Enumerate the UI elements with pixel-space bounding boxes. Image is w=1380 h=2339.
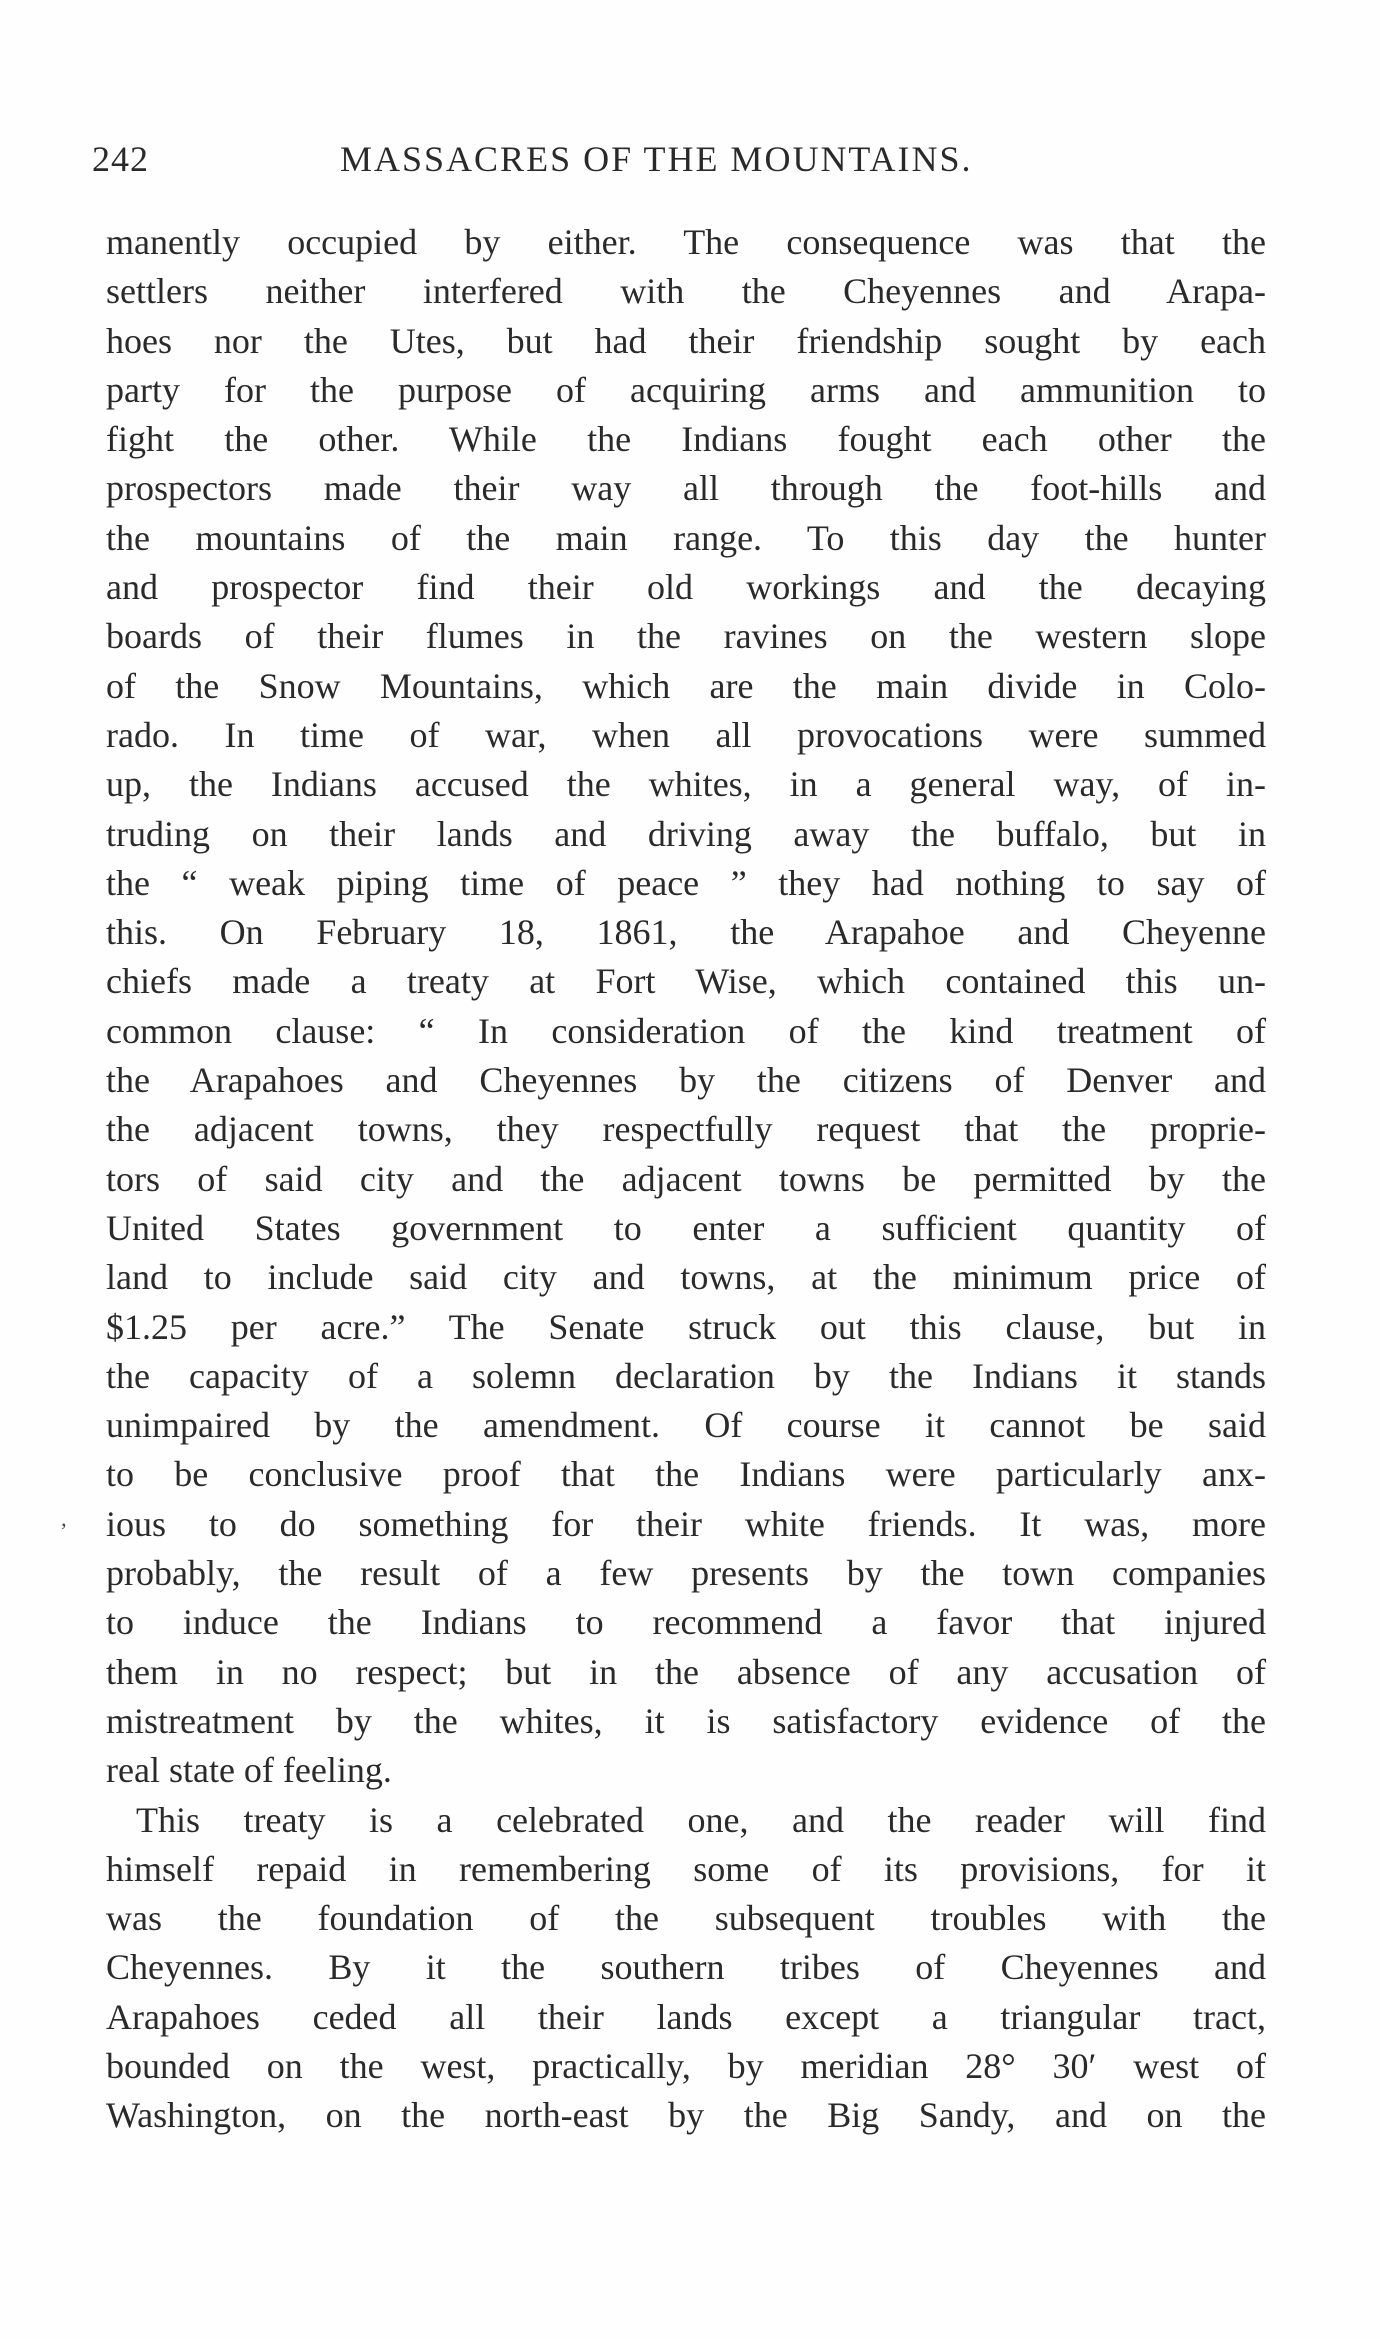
- text-line: Cheyennes. By it the southern tribes of Cheyennes and: [106, 1947, 1266, 1988]
- text-line: the mountains of the main range. To this day the hunter: [106, 517, 1266, 558]
- text-line: to be conclusive proof that the Indians were particularly anx-: [106, 1454, 1266, 1495]
- text-line: truding on their lands and driving away the buffalo, but in: [106, 813, 1266, 854]
- paragraph-start-line: This treaty is a celebrated one, and the reader will find: [136, 1799, 1266, 1840]
- text-line: the “ weak piping time of peace ” they had nothing to say of: [106, 862, 1266, 903]
- stray-ink-mark: ’: [60, 1518, 68, 1543]
- text-line: mistreatment by the whites, it is satisfactory evidence of the: [106, 1700, 1266, 1741]
- text-line: bounded on the west, practically, by meridian 28° 30′ west of: [106, 2045, 1266, 2086]
- text-line: prospectors made their way all through the foot-hills and: [106, 468, 1266, 509]
- text-line: tors of said city and the adjacent towns be permitted by the: [106, 1158, 1266, 1199]
- body-text: [106, 218, 1266, 2141]
- text-line: settlers neither interfered with the Cheyennes and Arapa-: [106, 271, 1266, 312]
- text-line: common clause: “ In consideration of the kind treatment of: [106, 1010, 1266, 1051]
- text-line: Arapahoes ceded all their lands except a triangular tract,: [106, 1996, 1266, 2037]
- page-number: 242: [92, 139, 149, 179]
- running-title: MASSACRES OF THE MOUNTAINS.: [340, 139, 973, 179]
- text-line: fight the other. While the Indians fought each other the: [106, 419, 1266, 460]
- text-line: and prospector find their old workings and the decaying: [106, 567, 1266, 608]
- text-line: the capacity of a solemn declaration by the Indians it stands: [106, 1355, 1266, 1396]
- text-line: manently occupied by either. The consequence was that the: [106, 222, 1266, 262]
- text-line: of the Snow Mountains, which are the main divide in Colo-: [106, 665, 1266, 706]
- text-line: rado. In time of war, when all provocations were summed: [106, 714, 1266, 755]
- text-line: this. On February 18, 1861, the Arapahoe and Cheyenne: [106, 912, 1266, 953]
- text-line: himself repaid in remembering some of its provisions, for it: [106, 1848, 1266, 1889]
- text-line: unimpaired by the amendment. Of course it cannot be said: [106, 1405, 1266, 1446]
- text-line: party for the purpose of acquiring arms and ammunition to: [106, 369, 1266, 410]
- text-line: chiefs made a treaty at Fort Wise, which contained this un-: [106, 961, 1266, 1002]
- text-line: the adjacent towns, they respectfully request that the proprie-: [106, 1109, 1266, 1150]
- text-line: hoes nor the Utes, but had their friendship sought by each: [106, 320, 1266, 361]
- paragraph-end-line: real state of feeling.: [106, 1750, 392, 1791]
- text-line: boards of their flumes in the ravines on the western slope: [106, 616, 1266, 657]
- text-line: up, the Indians accused the whites, in a general way, of in-: [106, 764, 1266, 805]
- text-line: Washington, on the north-east by the Big Sandy, and on the: [106, 2095, 1266, 2136]
- text-line: them in no respect; but in the absence of any accusation of: [106, 1651, 1266, 1692]
- text-line: ious to do something for their white friends. It was, more: [106, 1503, 1266, 1544]
- text-line: to induce the Indians to recommend a favor that injured: [106, 1602, 1266, 1643]
- text-line: the Arapahoes and Cheyennes by the citizens of Denver and: [106, 1060, 1266, 1101]
- text-line: land to include said city and towns, at the minimum price of: [106, 1257, 1266, 1298]
- text-line: $1.25 per acre.” The Senate struck out this clause, but in: [106, 1306, 1266, 1347]
- running-head: [92, 138, 1260, 188]
- text-line: was the foundation of the subsequent troubles with the: [106, 1898, 1266, 1939]
- text-line: probably, the result of a few presents by the town companies: [106, 1553, 1266, 1594]
- text-line: United States government to enter a sufficient quantity of: [106, 1207, 1266, 1248]
